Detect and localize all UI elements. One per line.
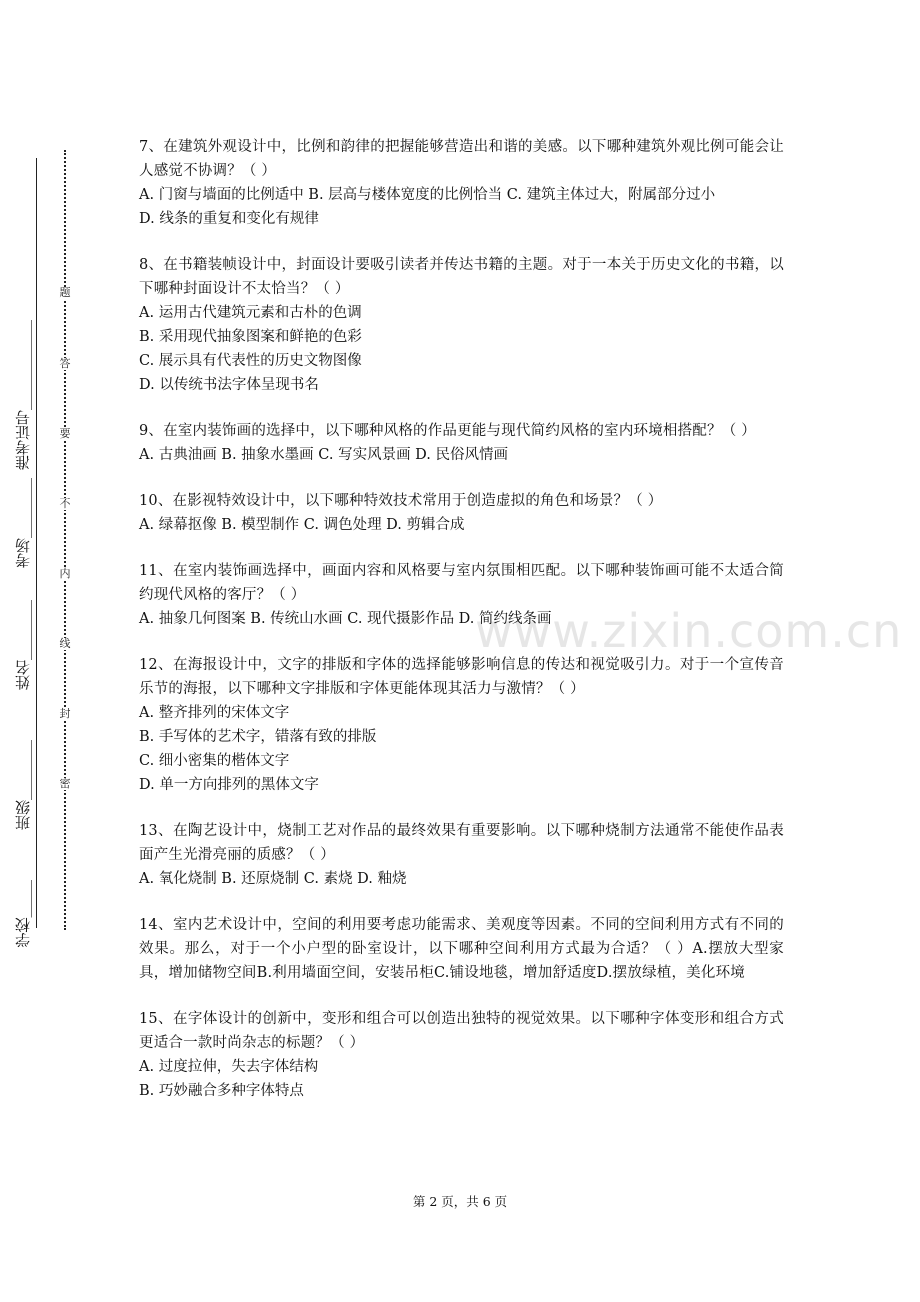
option-line[interactable]: A. 门窗与墙面的比例适中 B. 层高与楼体宽度的比例恰当 C. 建筑主体过大，附属部分过小 (139, 187, 716, 203)
option-c[interactable]: C. 细小密集的楷体文字 (139, 753, 290, 769)
question-stem: 13、在陶艺设计中，烧制工艺对作品的最终效果有重要影响。以下哪种烧制方法通常不能使作品表面产生光滑亮丽的质感？（ ） (139, 823, 784, 863)
option-c[interactable]: C. 展示具有代表性的历史文物图像 (139, 353, 362, 369)
seal-char: 密 (57, 778, 73, 790)
option-b[interactable]: B. 巧妙融合多种字体特点 (139, 1083, 304, 1099)
seal-char: 不 (57, 498, 73, 510)
option-a[interactable]: A. 过度拉伸，失去字体结构 (139, 1059, 319, 1075)
option-d[interactable]: D. 单一方向排列的黑体文字 (139, 777, 319, 793)
question-stem: 11、在室内装饰画选择中，画面内容和风格要与室内氛围相匹配。以下哪种装饰画可能不太适合简约现代风格的客厅？（ ） (139, 563, 784, 603)
seal-char: 要 (57, 428, 73, 440)
question-list (139, 135, 784, 1125)
option-line[interactable]: D. 线条的重复和变化有规律 (139, 211, 319, 227)
field-class[interactable]: 班级________ (14, 740, 32, 830)
question-11 (139, 559, 784, 631)
option-line[interactable]: A. 古典油画 B. 抽象水墨画 C. 写实风景画 D. 民俗风情画 (139, 447, 509, 463)
question-stem: 12、在海报设计中，文字的排版和字体的选择能够影响信息的传达和视觉吸引力。对于一个宣传音乐节的海报，以下哪种文字排版和字体更能体现其活力与激情？（ ） (139, 657, 784, 697)
field-name[interactable]: 姓名________ (14, 600, 32, 690)
option-d[interactable]: D. 以传统书法字体呈现书名 (139, 377, 319, 393)
question-12 (139, 653, 784, 797)
question-stem: 10、在影视特效设计中，以下哪种特效技术常用于创造虚拟的角色和场景？（ ） (139, 493, 663, 509)
seal-char: 答 (57, 358, 73, 370)
option-b[interactable]: B. 手写体的艺术字，错落有致的排版 (139, 729, 377, 745)
question-13 (139, 819, 784, 891)
option-a[interactable]: A. 整齐排列的宋体文字 (139, 705, 290, 721)
field-exam-number[interactable]: 准考证号____________ (14, 320, 32, 470)
seal-char: 内 (57, 568, 73, 580)
page-footer: 第 2 页，共 6 页 (412, 1194, 508, 1209)
question-stem: 9、在室内装饰画的选择中，以下哪种风格的作品更能与现代简约风格的室内环境相搭配？（ ） (139, 423, 756, 439)
option-b[interactable]: B. 采用现代抽象图案和鲜艳的色彩 (139, 329, 362, 345)
option-a[interactable]: A. 运用古代建筑元素和古朴的色调 (139, 305, 362, 321)
seal-char: 封 (57, 708, 73, 720)
question-14 (139, 913, 784, 985)
watermark: www.zixin.com.cn (475, 604, 903, 658)
question-15 (139, 1007, 784, 1103)
option-line[interactable]: A. 抽象几何图案 B. 传统山水画 C. 现代摄影作品 D. 简约线条画 (139, 611, 552, 627)
question-stem: 14、室内艺术设计中，空间的利用要考虑功能需求、美观度等因素。不同的空间利用方式有不同的效果。那么，对于一个小户型的卧室设计，以下哪种空间利用方式最为合适？（ ）A.摆放大型家具，增加储物空间B.利用墙面空间，安装吊柜C.铺设地毯，增加舒适度D.摆放绿植，美化环境 (139, 917, 784, 981)
option-line[interactable]: A. 绿幕抠像 B. 模型制作 C. 调色处理 D. 剪辑合成 (139, 517, 465, 533)
question-stem: 7、在建筑外观设计中，比例和韵律的把握能够营造出和谐的美感。以下哪种建筑外观比例可能会让人感觉不协调？（ ） (139, 139, 784, 179)
field-exam-room[interactable]: 考场________ (14, 478, 32, 568)
field-school[interactable]: 学校_____ (14, 880, 32, 948)
question-9 (139, 419, 784, 467)
question-7 (139, 135, 784, 231)
question-stem: 15、在字体设计的创新中，变形和组合可以创造出独特的视觉效果。以下哪种字体变形和组合方式更适合一款时尚杂志的标题？（ ） (139, 1011, 784, 1051)
binding-dotted-line (64, 150, 66, 930)
question-10 (139, 489, 784, 537)
option-line[interactable]: A. 氧化烧制 B. 还原烧制 C. 素烧 D. 釉烧 (139, 871, 407, 887)
question-8 (139, 253, 784, 397)
seal-char: 线 (57, 638, 73, 650)
seal-char: 题 (57, 287, 73, 299)
question-stem: 8、在书籍装帧设计中，封面设计要吸引读者并传达书籍的主题。对于一本关于历史文化的书籍，以下哪种封面设计不太恰当？（ ） (139, 257, 784, 297)
